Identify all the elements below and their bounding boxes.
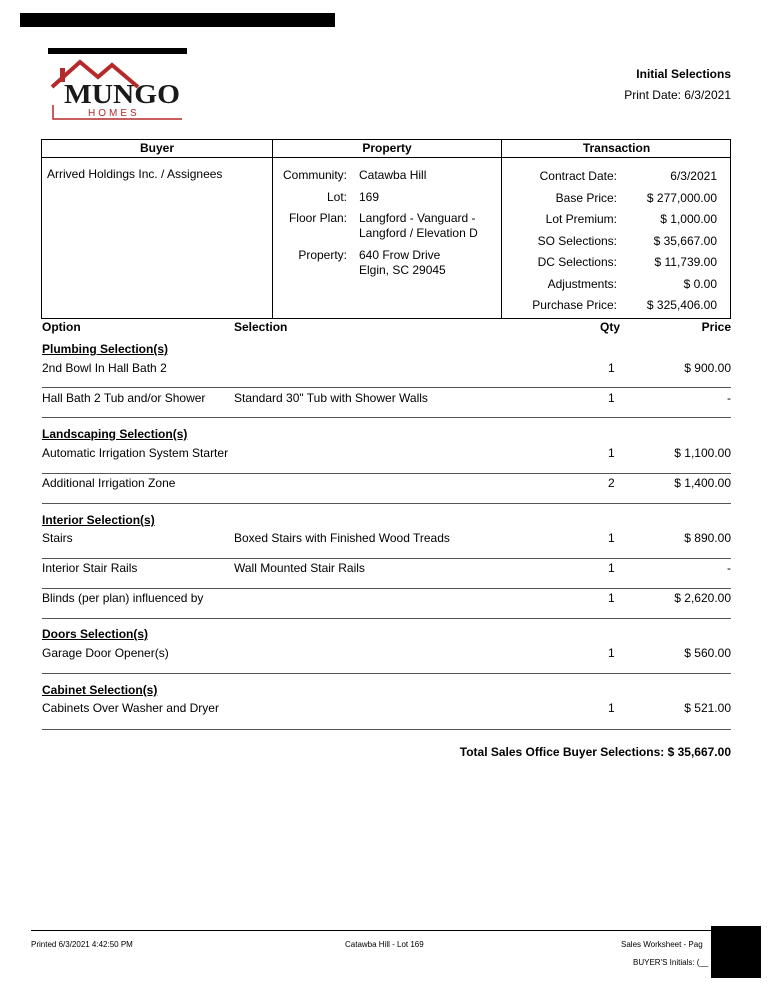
transaction-label: Purchase Price:	[532, 298, 617, 312]
row-divider	[42, 417, 731, 418]
redaction-bar-top	[20, 13, 335, 27]
transaction-label: Lot Premium:	[545, 212, 617, 226]
row-price: $ 900.00	[684, 361, 731, 375]
property-label: Property:	[298, 248, 347, 262]
row-selection: Standard 30" Tub with Shower Walls	[234, 391, 428, 405]
row-divider	[42, 588, 731, 589]
row-qty: 2	[608, 476, 615, 490]
table-row	[42, 561, 731, 577]
row-selection: Boxed Stairs with Finished Wood Treads	[234, 531, 450, 545]
row-price: $ 521.00	[684, 701, 731, 715]
section-title-plumbing: Plumbing Selection(s)	[42, 342, 169, 356]
transaction-heading: Transaction	[502, 140, 731, 158]
footer-buyer-initials: BUYER'S Initials: (__	[633, 958, 709, 967]
table-row	[42, 476, 731, 492]
footer-page-label: Sales Worksheet - Pag	[621, 940, 703, 949]
section-title-landscaping: Landscaping Selection(s)	[42, 427, 188, 441]
footer-lot-info: Catawba Hill - Lot 169	[345, 940, 424, 949]
table-row	[42, 361, 731, 377]
property-label: Lot:	[326, 190, 347, 204]
row-price: $ 560.00	[684, 646, 731, 660]
row-price: $ 890.00	[684, 531, 731, 545]
row-divider	[42, 473, 731, 474]
transaction-value: $ 325,406.00	[646, 298, 717, 312]
property-value: 169	[359, 190, 380, 204]
row-qty: 1	[608, 646, 615, 660]
property-value-line2: Elgin, SC 29045	[359, 263, 446, 277]
column-header-qty: Qty	[600, 320, 621, 334]
transaction-label: Adjustments:	[547, 277, 617, 291]
property-heading: Property	[273, 140, 501, 158]
property-value-line2: Langford / Elevation D	[359, 226, 478, 240]
buyer-column	[42, 140, 273, 318]
row-price: -	[727, 561, 731, 575]
transaction-value: $ 277,000.00	[646, 191, 717, 205]
row-option: Stairs	[42, 531, 73, 545]
row-option: Blinds (per plan) influenced by	[42, 591, 204, 605]
property-column	[273, 140, 502, 318]
row-qty: 1	[608, 446, 615, 460]
buyer-heading: Buyer	[42, 140, 272, 158]
mungo-homes-logo	[50, 57, 186, 121]
row-qty: 1	[608, 531, 615, 545]
row-option: Additional Irrigation Zone	[42, 476, 176, 490]
transaction-value: $ 0.00	[683, 277, 717, 291]
section-title-cabinets: Cabinet Selection(s)	[42, 683, 158, 697]
row-option: Hall Bath 2 Tub and/or Shower	[42, 391, 206, 405]
row-divider	[42, 387, 731, 388]
transaction-label: DC Selections:	[537, 255, 617, 269]
row-divider	[42, 558, 731, 559]
print-date: Print Date: 6/3/2021	[624, 88, 731, 102]
row-qty: 1	[608, 701, 615, 715]
column-header-selection: Selection	[234, 320, 288, 334]
transaction-label: Base Price:	[555, 191, 617, 205]
table-row	[42, 446, 731, 462]
column-header-option: Option	[42, 320, 81, 334]
row-price: $ 2,620.00	[674, 591, 731, 605]
footer-divider	[31, 930, 711, 931]
row-divider	[42, 503, 731, 504]
table-row	[42, 391, 731, 407]
logo-brand: MUNGO	[64, 79, 180, 109]
transaction-value: $ 11,739.00	[654, 255, 717, 269]
table-row	[42, 646, 731, 662]
table-row	[42, 591, 731, 607]
buyer-name: Arrived Holdings Inc. / Assignees	[47, 167, 223, 181]
row-selection: Wall Mounted Stair Rails	[234, 561, 365, 575]
total-selections: Total Sales Office Buyer Selections: $ 35,667.00	[459, 745, 731, 759]
transaction-value: $ 35,667.00	[653, 234, 717, 248]
transaction-value: $ 1,000.00	[660, 212, 717, 226]
logo-sub: HOMES	[88, 108, 140, 119]
row-option: Garage Door Opener(s)	[42, 646, 169, 660]
property-label: Community:	[282, 168, 347, 182]
summary-box	[41, 139, 731, 319]
row-option: Automatic Irrigation System Starter	[42, 446, 229, 460]
transaction-label: SO Selections:	[537, 234, 617, 248]
row-price: $ 1,100.00	[674, 446, 731, 460]
column-header-price: Price	[701, 320, 731, 334]
table-row	[42, 701, 731, 717]
document-title: Initial Selections	[636, 67, 731, 81]
transaction-value: 6/3/2021	[670, 169, 717, 183]
redaction-box-corner	[711, 926, 761, 978]
property-value: 640 Frow Drive	[359, 248, 441, 262]
row-qty: 1	[608, 391, 615, 405]
table-row	[42, 531, 731, 547]
row-price: $ 1,400.00	[674, 476, 731, 490]
transaction-label: Contract Date:	[539, 169, 617, 183]
row-qty: 1	[608, 361, 615, 375]
row-option: Cabinets Over Washer and Dryer	[42, 701, 219, 715]
row-divider	[42, 618, 731, 619]
row-option: 2nd Bowl In Hall Bath 2	[42, 361, 167, 375]
row-divider	[42, 673, 731, 674]
section-title-interior: Interior Selection(s)	[42, 513, 155, 527]
transaction-column	[502, 140, 731, 318]
row-qty: 1	[608, 561, 615, 575]
row-divider	[42, 729, 731, 730]
redaction-bar-logo	[48, 48, 187, 54]
property-label: Floor Plan:	[288, 211, 347, 225]
row-option: Interior Stair Rails	[42, 561, 138, 575]
row-price: -	[727, 391, 731, 405]
section-title-doors: Doors Selection(s)	[42, 627, 149, 641]
property-value: Catawba Hill	[359, 168, 427, 182]
property-value: Langford - Vanguard -	[359, 211, 476, 225]
row-qty: 1	[608, 591, 615, 605]
footer-printed-timestamp: Printed 6/3/2021 4:42:50 PM	[31, 940, 133, 949]
